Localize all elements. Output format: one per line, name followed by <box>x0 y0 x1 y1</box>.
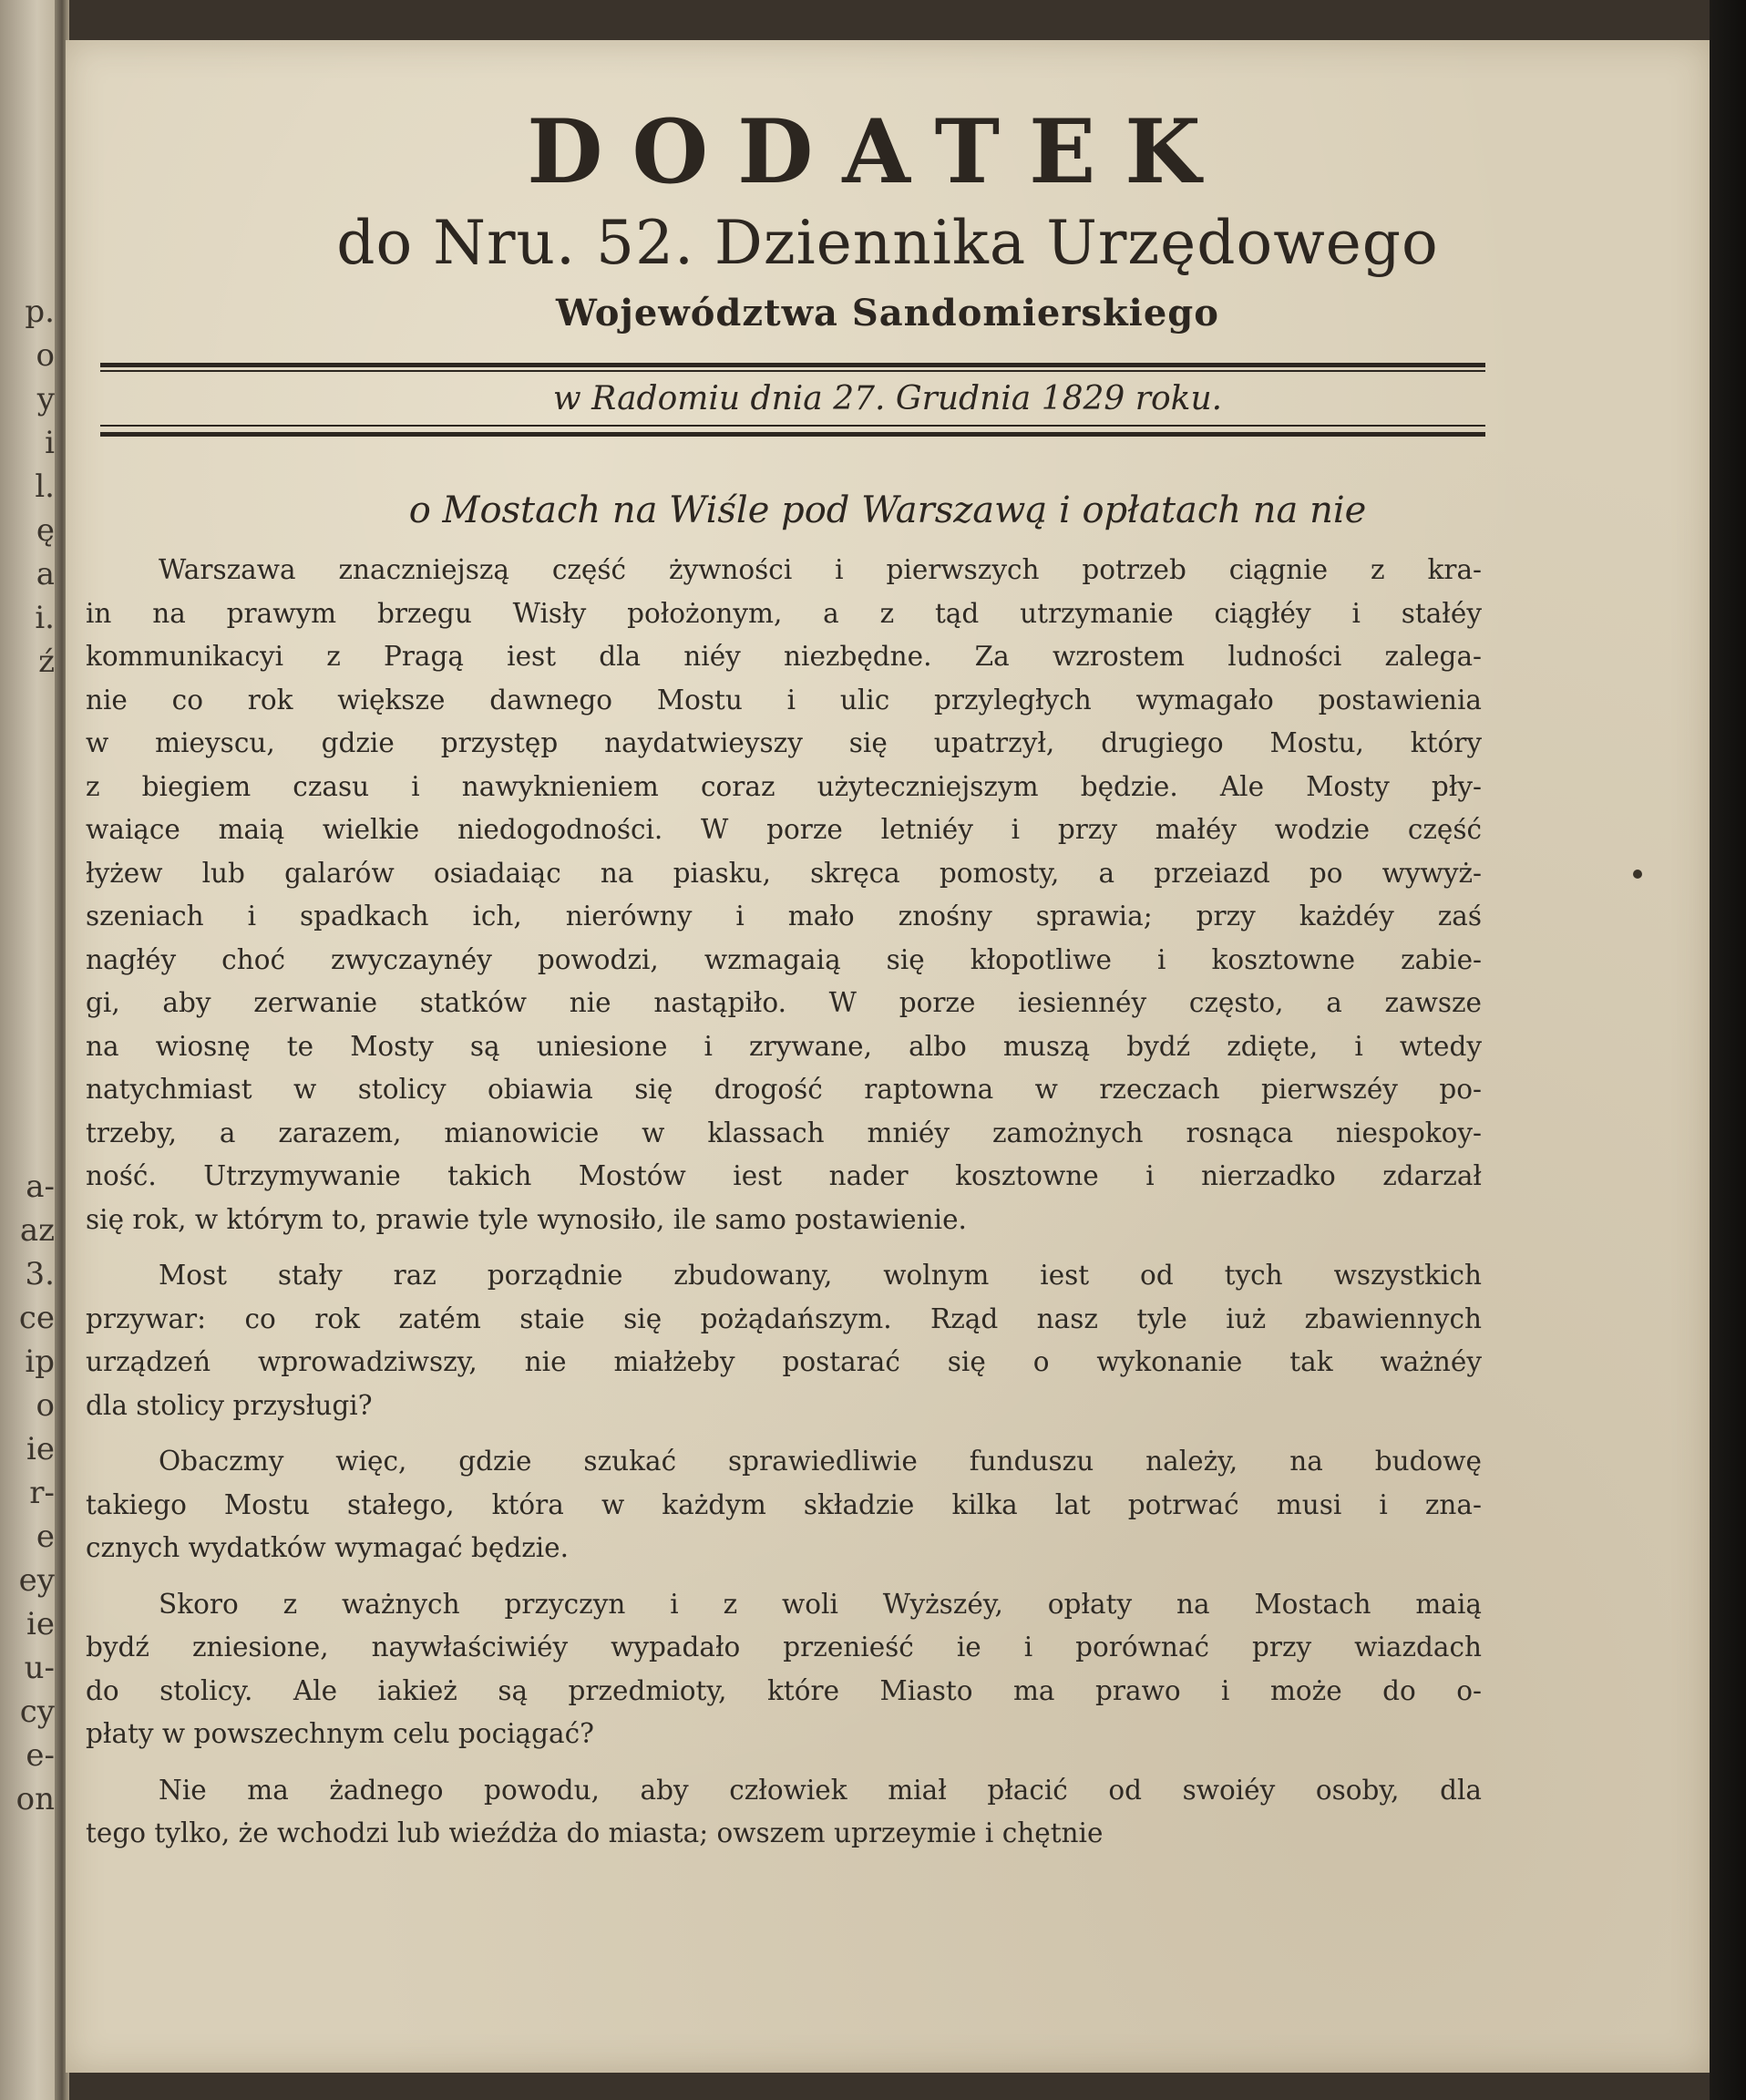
adjacent-fragment: 3. <box>25 1256 55 1292</box>
text-line: nie co rok większe dawnego Mostu i ulic przyległych wymagało postawienia <box>86 684 1482 715</box>
paragraph <box>86 1769 1482 1856</box>
paragraph-gap <box>86 1427 1482 1440</box>
text-line: gi, aby zerwanie statków nie nastąpiło. W porze iesiennéy często, a zawsze <box>86 987 1482 1018</box>
text-line: Skoro z ważnych przyczyn i z woli Wyższéy, opłaty na Mostach maią <box>159 1588 1482 1620</box>
header-rule-bottom-thin <box>100 425 1485 427</box>
adjacent-fragment: az <box>19 1212 55 1249</box>
text-line: Obaczmy więc, gdzie szukać sprawiedliwie funduszu należy, na budowę <box>159 1446 1482 1477</box>
adjacent-fragment: ie <box>26 1606 55 1642</box>
text-line: szeniach i spadkach ich, nierówny i mało znośny sprawia; przy każdéy zaś <box>86 901 1482 932</box>
text-line: in na prawym brzegu Wisły położonym, a z tąd utrzymanie ciągłéy i stałéy <box>86 597 1482 629</box>
paragraph <box>86 1440 1482 1570</box>
adjacent-fragment: ey <box>18 1562 55 1599</box>
text-line: kommunikacyi z Pragą iest dla niéy niezbędne. Za wzrostem ludności zalega- <box>86 641 1482 672</box>
adjacent-fragment <box>0 684 55 727</box>
adjacent-fragment <box>0 1034 55 1077</box>
adjacent-fragment <box>0 1077 55 1121</box>
adjacent-fragment: i. <box>35 600 55 636</box>
text-line: w mieyscu, gdzie przystęp naydatwieyszy się upatrzył, drugiego Mostu, który <box>86 727 1482 758</box>
paragraph-gap <box>86 1241 1482 1254</box>
adjacent-fragment <box>0 990 55 1034</box>
text-line: do stolicy. Ale iakież są przedmioty, które Miasto ma prawo i może do o- <box>86 1674 1482 1706</box>
adjacent-fragment: i <box>45 425 55 461</box>
text-line: na wiosnę te Mosty są uniesione i zrywane, albo muszą bydź zdięte, i wtedy <box>86 1030 1482 1062</box>
text-line: natychmiast w stolicy obiawia się drogość raptowna w rzeczach pierwszéy po- <box>86 1074 1482 1105</box>
document-sheet <box>66 40 1710 2073</box>
text-line: przywar: co rok zatém staie się pożądańszym. Rząd nasz tyle iuż zbawiennych <box>86 1302 1482 1334</box>
adjacent-fragment <box>0 727 55 771</box>
text-line: z biegiem czasu i nawyknieniem coraz użyteczniejszym będzie. Ale Mosty pły- <box>86 770 1482 802</box>
paragraph <box>86 1583 1482 1756</box>
scan-border <box>1710 0 1746 2100</box>
adjacent-fragment: e- <box>26 1737 55 1774</box>
adjacent-fragment: l. <box>35 468 55 505</box>
text-line: tego tylko, że wchodzi lub wieźdża do miasta; owszem uprzeymie i chętnie <box>86 1817 1104 1848</box>
article-title: o Mostach na Wiśle pod Warszawą i opłatach na nie <box>408 489 1367 531</box>
header-rule-top <box>100 363 1485 367</box>
paragraph <box>86 1254 1482 1427</box>
adjacent-fragment <box>0 902 55 946</box>
text-line: Nie ma żadnego powodu, aby człowiek miał płacić od swoiéy osoby, dla <box>159 1774 1482 1806</box>
adjacent-fragment: a- <box>26 1168 55 1205</box>
masthead-title: DODATEK <box>527 100 1230 203</box>
text-line: łyżew lub galarów osiadaiąc na piasku, skręca pomosty, a przeiazd po wywyż- <box>86 857 1482 889</box>
article-body <box>66 549 1482 1856</box>
paragraph-gap <box>86 1570 1482 1583</box>
text-line: Warszawa znaczniejszą część żywności i pierwszych potrzeb ciągnie z kra- <box>159 554 1482 585</box>
adjacent-fragment: ź <box>38 643 55 680</box>
adjacent-fragment: o <box>36 1387 55 1424</box>
text-line: trzeby, a zarazem, mianowicie w klassach mniéy zamożnych rosnąca niespokoy- <box>86 1117 1482 1148</box>
adjacent-page-strip <box>0 0 62 2100</box>
text-line: takiego Mostu stałego, która w każdym składzie kilka lat potrwać musi i zna- <box>86 1488 1482 1520</box>
adjacent-fragment <box>0 815 55 859</box>
adjacent-fragment <box>0 1121 55 1165</box>
adjacent-fragment: u- <box>24 1650 55 1686</box>
adjacent-fragment: e <box>36 1518 55 1555</box>
adjacent-page-fragments <box>0 0 55 1821</box>
adjacent-fragment: ie <box>26 1431 55 1467</box>
adjacent-fragment <box>0 946 55 990</box>
adjacent-fragment: p. <box>25 293 55 330</box>
masthead-subtitle: do Nru. 52. Dziennika Urzędowego <box>336 208 1439 278</box>
text-line: płaty w powszechnym celu pociągać? <box>86 1718 594 1749</box>
text-line: dla stolicy przysługi? <box>86 1389 373 1421</box>
paragraph-gap <box>86 1756 1482 1769</box>
adjacent-fragment <box>0 771 55 815</box>
text-line: się rok, w którym to, prawie tyle wynosiło, ile samo postawienie. <box>86 1203 967 1235</box>
paragraph <box>86 549 1482 1241</box>
dateline: w Radomiu dnia 27. Grudnia 1829 roku. <box>552 380 1223 417</box>
text-line: cznych wydatków wymagać będzie. <box>86 1532 570 1563</box>
adjacent-fragment: ip <box>25 1343 55 1380</box>
document-header <box>66 102 1710 343</box>
text-line: Most stały raz porządnie zbudowany, wolnym iest od tych wszystkich <box>159 1260 1482 1291</box>
ink-speck <box>1633 870 1642 879</box>
text-line: bydź zniesione, naywłaściwiéy wypadało przenieść ie i porównać przy wiazdach <box>86 1632 1482 1662</box>
header-rule-bottom <box>100 432 1485 437</box>
text-line: nagłéy choć zwyczaynéy powodzi, wzmagaią się kłopotliwe i kosztowne zabie- <box>86 943 1482 975</box>
adjacent-fragment: y <box>36 381 55 417</box>
adjacent-fragment: on <box>15 1781 55 1817</box>
text-line: waiące maią wielkie niedogodności. W porze letniéy i przy małéy wodzie część <box>86 814 1482 845</box>
adjacent-fragment: ę <box>36 512 55 549</box>
text-line: ność. Utrzymywanie takich Mostów iest nader kosztowne i nierzadko zdarzał <box>86 1160 1482 1191</box>
adjacent-fragment: cy <box>19 1693 55 1730</box>
adjacent-fragment <box>0 859 55 902</box>
adjacent-fragment: ce <box>18 1300 55 1336</box>
adjacent-fragment: o <box>36 337 55 374</box>
header-rule-top-thin <box>100 370 1485 372</box>
masthead-region: Województwa Sandomierskiego <box>556 292 1219 335</box>
text-line: urządzeń wprowadziwszy, nie miałżeby postarać się o wykonanie tak ważnéy <box>86 1346 1482 1377</box>
adjacent-fragment: a <box>36 556 55 592</box>
adjacent-fragment: r- <box>29 1475 55 1511</box>
